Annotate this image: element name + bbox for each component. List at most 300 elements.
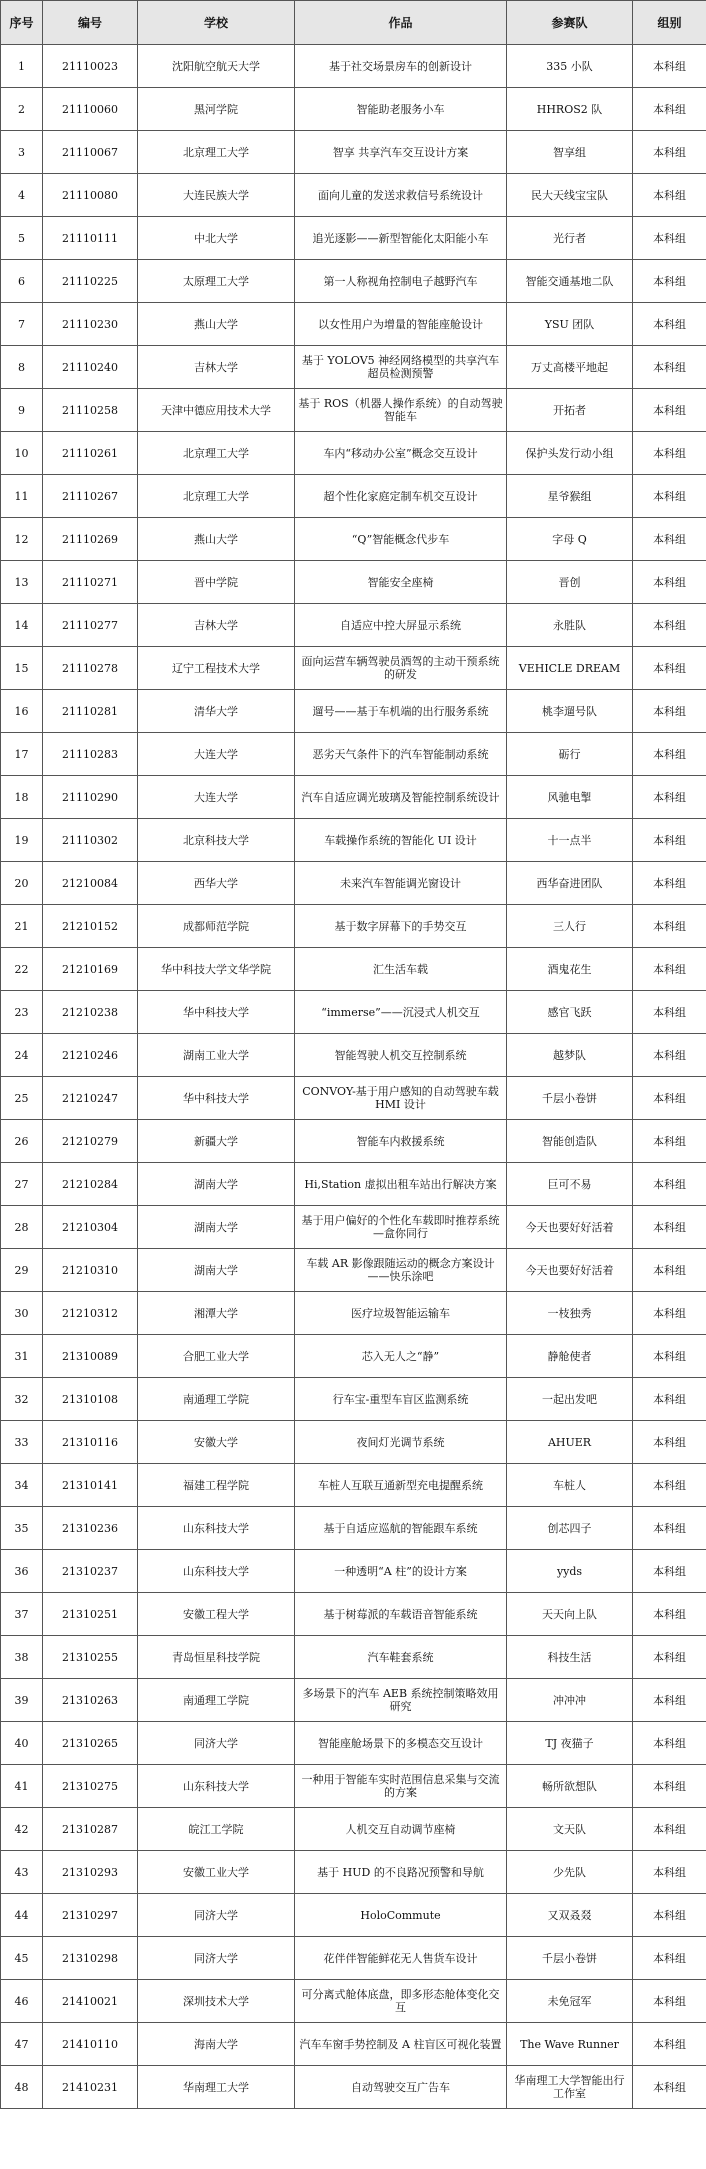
table-row (1, 862, 706, 905)
cell-team: 智能交通基地二队 (507, 260, 633, 303)
cell-work: 基于 ROS（机器人操作系统）的自动驾驶智能车 (295, 389, 507, 432)
cell-id: 21110230 (43, 303, 138, 346)
cell-index: 19 (1, 819, 43, 862)
cell-work: 智能车内救援系统 (295, 1120, 507, 1163)
cell-group: 本科组 (633, 1679, 706, 1722)
cell-index: 35 (1, 1507, 43, 1550)
cell-group: 本科组 (633, 1292, 706, 1335)
table-row (1, 432, 706, 475)
cell-work: 汽车自适应调光玻璃及智能控制系统设计 (295, 776, 507, 819)
cell-index: 46 (1, 1980, 43, 2023)
cell-work: 基于数字屏幕下的手势交互 (295, 905, 507, 948)
cell-school: 吉林大学 (138, 346, 295, 389)
cell-school: 湖南大学 (138, 1163, 295, 1206)
cell-work: 医疗垃圾智能运输车 (295, 1292, 507, 1335)
cell-group: 本科组 (633, 1421, 706, 1464)
cell-school: 华中科技大学 (138, 1077, 295, 1120)
cell-school: 安徽工程大学 (138, 1593, 295, 1636)
cell-group: 本科组 (633, 1206, 706, 1249)
cell-team: 今天也要好好活着 (507, 1249, 633, 1292)
cell-group: 本科组 (633, 1120, 706, 1163)
cell-id: 21110240 (43, 346, 138, 389)
cell-work: 基于 YOLOV5 神经网络模型的共享汽车超员检测预警 (295, 346, 507, 389)
table-row (1, 690, 706, 733)
cell-index: 25 (1, 1077, 43, 1120)
cell-work: 多场景下的汽车 AEB 系统控制策略效用研究 (295, 1679, 507, 1722)
cell-work: Hi,Station 虚拟出租车站出行解决方案 (295, 1163, 507, 1206)
cell-index: 28 (1, 1206, 43, 1249)
cell-index: 4 (1, 174, 43, 217)
cell-school: 南通理工学院 (138, 1378, 295, 1421)
cell-school: 中北大学 (138, 217, 295, 260)
cell-index: 10 (1, 432, 43, 475)
cell-id: 21210284 (43, 1163, 138, 1206)
cell-index: 39 (1, 1679, 43, 1722)
cell-group: 本科组 (633, 862, 706, 905)
table-row (1, 45, 706, 88)
cell-school: 吉林大学 (138, 604, 295, 647)
cell-index: 41 (1, 1765, 43, 1808)
cell-id: 21110278 (43, 647, 138, 690)
cell-group: 本科组 (633, 1765, 706, 1808)
cell-school: 华南理工大学 (138, 2066, 295, 2109)
cell-index: 31 (1, 1335, 43, 1378)
table-row (1, 905, 706, 948)
cell-school: 大连民族大学 (138, 174, 295, 217)
table-row (1, 346, 706, 389)
cell-school: 天津中德应用技术大学 (138, 389, 295, 432)
cell-team: 巨可不易 (507, 1163, 633, 1206)
cell-school: 合肥工业大学 (138, 1335, 295, 1378)
cell-id: 21410021 (43, 1980, 138, 2023)
cell-school: 山东科技大学 (138, 1507, 295, 1550)
cell-id: 21410231 (43, 2066, 138, 2109)
cell-index: 16 (1, 690, 43, 733)
cell-work: 花伴伴智能鲜花无人售货车设计 (295, 1937, 507, 1980)
cell-id: 21310141 (43, 1464, 138, 1507)
cell-id: 21310108 (43, 1378, 138, 1421)
cell-team: 越梦队 (507, 1034, 633, 1077)
cell-work: 追光逐影——新型智能化太阳能小车 (295, 217, 507, 260)
cell-school: 同济大学 (138, 1937, 295, 1980)
cell-work: 自动驾驶交互广告车 (295, 2066, 507, 2109)
cell-group: 本科组 (633, 991, 706, 1034)
cell-group: 本科组 (633, 88, 706, 131)
cell-group: 本科组 (633, 131, 706, 174)
cell-id: 21210084 (43, 862, 138, 905)
cell-team: 万丈高楼平地起 (507, 346, 633, 389)
cell-team: 冲冲冲 (507, 1679, 633, 1722)
cell-group: 本科组 (633, 1980, 706, 2023)
cell-team: 感官飞跃 (507, 991, 633, 1034)
cell-group: 本科组 (633, 432, 706, 475)
cell-work: 超个性化家庭定制车机交互设计 (295, 475, 507, 518)
cell-work: “Q”智能概念代步车 (295, 518, 507, 561)
cell-school: 山东科技大学 (138, 1765, 295, 1808)
table-row (1, 1679, 706, 1722)
cell-group: 本科组 (633, 604, 706, 647)
cell-index: 21 (1, 905, 43, 948)
table-row (1, 1163, 706, 1206)
cell-id: 21310293 (43, 1851, 138, 1894)
cell-school: 南通理工学院 (138, 1679, 295, 1722)
cell-school: 沈阳航空航天大学 (138, 45, 295, 88)
cell-index: 30 (1, 1292, 43, 1335)
cell-work: 未来汽车智能调光窗设计 (295, 862, 507, 905)
table-row (1, 217, 706, 260)
cell-id: 21310089 (43, 1335, 138, 1378)
table-row (1, 1765, 706, 1808)
cell-team: 少先队 (507, 1851, 633, 1894)
cell-work: 一种用于智能车实时范围信息采集与交流的方案 (295, 1765, 507, 1808)
table-row (1, 733, 706, 776)
cell-work: 芯入无人之“静” (295, 1335, 507, 1378)
table-row (1, 991, 706, 1034)
cell-group: 本科组 (633, 1249, 706, 1292)
cell-group: 本科组 (633, 1034, 706, 1077)
cell-index: 34 (1, 1464, 43, 1507)
cell-index: 17 (1, 733, 43, 776)
cell-team: TJ 夜猫子 (507, 1722, 633, 1765)
header-index: 序号 (1, 1, 43, 45)
cell-id: 21310236 (43, 1507, 138, 1550)
cell-team: AHUER (507, 1421, 633, 1464)
table-row (1, 1421, 706, 1464)
cell-work: 智能座舱场景下的多模态交互设计 (295, 1722, 507, 1765)
cell-team: 千层小卷饼 (507, 1937, 633, 1980)
cell-index: 15 (1, 647, 43, 690)
cell-id: 21310255 (43, 1636, 138, 1679)
cell-school: 黑河学院 (138, 88, 295, 131)
cell-group: 本科组 (633, 1335, 706, 1378)
cell-index: 11 (1, 475, 43, 518)
cell-index: 23 (1, 991, 43, 1034)
cell-id: 21110277 (43, 604, 138, 647)
table-row (1, 1894, 706, 1937)
table-row (1, 1851, 706, 1894)
cell-team: YSU 团队 (507, 303, 633, 346)
cell-work: 以女性用户为增量的智能座舱设计 (295, 303, 507, 346)
cell-school: 华中科技大学 (138, 991, 295, 1034)
table-row (1, 819, 706, 862)
table-row (1, 647, 706, 690)
cell-index: 7 (1, 303, 43, 346)
cell-group: 本科组 (633, 1163, 706, 1206)
cell-team: 西华奋进团队 (507, 862, 633, 905)
cell-school: 安徽工业大学 (138, 1851, 295, 1894)
cell-id: 21210169 (43, 948, 138, 991)
cell-group: 本科组 (633, 2023, 706, 2066)
table-body (1, 45, 706, 2109)
cell-work: 恶劣天气条件下的汽车智能制动系统 (295, 733, 507, 776)
cell-group: 本科组 (633, 1722, 706, 1765)
cell-work: HoloCommute (295, 1894, 507, 1937)
cell-id: 21310237 (43, 1550, 138, 1593)
cell-team: 光行者 (507, 217, 633, 260)
table-row (1, 1808, 706, 1851)
cell-team: 天天向上队 (507, 1593, 633, 1636)
table-row (1, 1937, 706, 1980)
cell-school: 同济大学 (138, 1722, 295, 1765)
cell-school: 晋中学院 (138, 561, 295, 604)
cell-work: 面向儿童的发送求救信号系统设计 (295, 174, 507, 217)
cell-team: 华南理工大学智能出行工作室 (507, 2066, 633, 2109)
cell-school: 湖南工业大学 (138, 1034, 295, 1077)
cell-school: 西华大学 (138, 862, 295, 905)
cell-group: 本科组 (633, 217, 706, 260)
cell-index: 47 (1, 2023, 43, 2066)
cell-school: 皖江工学院 (138, 1808, 295, 1851)
cell-id: 21110225 (43, 260, 138, 303)
cell-id: 21110023 (43, 45, 138, 88)
cell-id: 21210238 (43, 991, 138, 1034)
cell-team: 民大天线宝宝队 (507, 174, 633, 217)
cell-id: 21110283 (43, 733, 138, 776)
header-school: 学校 (138, 1, 295, 45)
cell-school: 燕山大学 (138, 518, 295, 561)
cell-id: 21310263 (43, 1679, 138, 1722)
cell-id: 21310275 (43, 1765, 138, 1808)
cell-work: 智享 共享汽车交互设计方案 (295, 131, 507, 174)
cell-team: 今天也要好好活着 (507, 1206, 633, 1249)
cell-group: 本科组 (633, 1507, 706, 1550)
cell-school: 湖南大学 (138, 1249, 295, 1292)
cell-team: VEHICLE DREAM (507, 647, 633, 690)
cell-index: 33 (1, 1421, 43, 1464)
cell-team: 晋创 (507, 561, 633, 604)
cell-id: 21110281 (43, 690, 138, 733)
cell-school: 北京理工大学 (138, 475, 295, 518)
table-row (1, 1980, 706, 2023)
cell-team: 335 小队 (507, 45, 633, 88)
header-team: 参赛队 (507, 1, 633, 45)
cell-school: 成都师范学院 (138, 905, 295, 948)
table-row (1, 1034, 706, 1077)
table-row (1, 1335, 706, 1378)
cell-work: 基于用户偏好的个性化车载即时推荐系统—盒你同行 (295, 1206, 507, 1249)
cell-work: 车载 AR 影像跟随运动的概念方案设计——快乐涂吧 (295, 1249, 507, 1292)
cell-group: 本科组 (633, 1851, 706, 1894)
cell-team: 星爷猴组 (507, 475, 633, 518)
table-row (1, 1292, 706, 1335)
cell-team: 桃李遛号队 (507, 690, 633, 733)
cell-id: 21110290 (43, 776, 138, 819)
cell-group: 本科组 (633, 174, 706, 217)
cell-index: 40 (1, 1722, 43, 1765)
cell-team: 十一点半 (507, 819, 633, 862)
table-row (1, 2066, 706, 2109)
cell-team: 静舱使者 (507, 1335, 633, 1378)
cell-school: 安徽大学 (138, 1421, 295, 1464)
cell-work: 智能助老服务小车 (295, 88, 507, 131)
cell-team: 文天队 (507, 1808, 633, 1851)
cell-id: 21110067 (43, 131, 138, 174)
cell-index: 22 (1, 948, 43, 991)
cell-index: 26 (1, 1120, 43, 1163)
cell-school: 青岛恒星科技学院 (138, 1636, 295, 1679)
cell-work: 基于 HUD 的不良路况预警和导航 (295, 1851, 507, 1894)
cell-work: 车桩人互联互通新型充电提醒系统 (295, 1464, 507, 1507)
cell-group: 本科组 (633, 389, 706, 432)
cell-work: 汽车车窗手势控制及 A 柱盲区可视化装置 (295, 2023, 507, 2066)
cell-group: 本科组 (633, 346, 706, 389)
cell-group: 本科组 (633, 1464, 706, 1507)
cell-work: 基于树莓派的车载语音智能系统 (295, 1593, 507, 1636)
cell-group: 本科组 (633, 1894, 706, 1937)
cell-id: 21210247 (43, 1077, 138, 1120)
cell-id: 21210152 (43, 905, 138, 948)
cell-group: 本科组 (633, 475, 706, 518)
cell-index: 13 (1, 561, 43, 604)
cell-team: 智能创造队 (507, 1120, 633, 1163)
table-row (1, 1378, 706, 1421)
table-row (1, 518, 706, 561)
cell-group: 本科组 (633, 561, 706, 604)
cell-id: 21210279 (43, 1120, 138, 1163)
cell-id: 21310251 (43, 1593, 138, 1636)
cell-school: 太原理工大学 (138, 260, 295, 303)
cell-id: 21210310 (43, 1249, 138, 1292)
cell-team: 风驰电掣 (507, 776, 633, 819)
cell-group: 本科组 (633, 1937, 706, 1980)
cell-group: 本科组 (633, 819, 706, 862)
cell-id: 21110269 (43, 518, 138, 561)
cell-work: 可分离式舱体底盘，即多形态舱体变化交互 (295, 1980, 507, 2023)
cell-school: 深圳技术大学 (138, 1980, 295, 2023)
cell-group: 本科组 (633, 303, 706, 346)
cell-index: 27 (1, 1163, 43, 1206)
cell-team: 科技生活 (507, 1636, 633, 1679)
header-group: 组别 (633, 1, 706, 45)
cell-id: 21310287 (43, 1808, 138, 1851)
cell-school: 海南大学 (138, 2023, 295, 2066)
table-row (1, 1206, 706, 1249)
cell-id: 21110060 (43, 88, 138, 131)
cell-index: 48 (1, 2066, 43, 2109)
table-row (1, 776, 706, 819)
cell-id: 21310297 (43, 1894, 138, 1937)
cell-work: 自适应中控大屏显示系统 (295, 604, 507, 647)
cell-group: 本科组 (633, 905, 706, 948)
cell-team: 创芯四子 (507, 1507, 633, 1550)
cell-team: 砺行 (507, 733, 633, 776)
table-row (1, 475, 706, 518)
cell-index: 6 (1, 260, 43, 303)
cell-id: 21310298 (43, 1937, 138, 1980)
cell-id: 21310265 (43, 1722, 138, 1765)
table-row (1, 2023, 706, 2066)
cell-index: 20 (1, 862, 43, 905)
cell-school: 北京理工大学 (138, 432, 295, 475)
cell-school: 燕山大学 (138, 303, 295, 346)
cell-team: 未免冠军 (507, 1980, 633, 2023)
cell-index: 9 (1, 389, 43, 432)
table-row (1, 1636, 706, 1679)
cell-index: 43 (1, 1851, 43, 1894)
cell-team: 开拓者 (507, 389, 633, 432)
cell-id: 21110302 (43, 819, 138, 862)
cell-team: 字母 Q (507, 518, 633, 561)
header-work: 作品 (295, 1, 507, 45)
cell-work: 一种透明“A 柱”的设计方案 (295, 1550, 507, 1593)
table-row (1, 1593, 706, 1636)
cell-team: 千层小卷饼 (507, 1077, 633, 1120)
table-row (1, 1120, 706, 1163)
cell-team: 保护头发行动小组 (507, 432, 633, 475)
cell-group: 本科组 (633, 690, 706, 733)
cell-work: 人机交互自动调节座椅 (295, 1808, 507, 1851)
cell-index: 38 (1, 1636, 43, 1679)
table-row (1, 1550, 706, 1593)
cell-index: 2 (1, 88, 43, 131)
cell-work: 第一人称视角控制电子越野汽车 (295, 260, 507, 303)
cell-team: yyds (507, 1550, 633, 1593)
cell-index: 18 (1, 776, 43, 819)
cell-group: 本科组 (633, 1378, 706, 1421)
cell-school: 北京理工大学 (138, 131, 295, 174)
cell-group: 本科组 (633, 1636, 706, 1679)
cell-work: CONVOY-基于用户感知的自动驾驶车载 HMI 设计 (295, 1077, 507, 1120)
cell-group: 本科组 (633, 260, 706, 303)
cell-id: 21110080 (43, 174, 138, 217)
cell-index: 32 (1, 1378, 43, 1421)
table-row (1, 948, 706, 991)
cell-school: 福建工程学院 (138, 1464, 295, 1507)
header-id: 编号 (43, 1, 138, 45)
cell-school: 辽宁工程技术大学 (138, 647, 295, 690)
cell-work: 遛号——基于车机端的出行服务系统 (295, 690, 507, 733)
cell-work: 智能安全座椅 (295, 561, 507, 604)
cell-school: 大连大学 (138, 733, 295, 776)
cell-work: 基于自适应巡航的智能跟车系统 (295, 1507, 507, 1550)
cell-index: 14 (1, 604, 43, 647)
cell-index: 36 (1, 1550, 43, 1593)
table-row (1, 561, 706, 604)
cell-index: 24 (1, 1034, 43, 1077)
cell-team: 一枝独秀 (507, 1292, 633, 1335)
cell-school: 北京科技大学 (138, 819, 295, 862)
cell-group: 本科组 (633, 518, 706, 561)
cell-work: 智能驾驶人机交互控制系统 (295, 1034, 507, 1077)
cell-work: 汇生活车载 (295, 948, 507, 991)
cell-work: 车载操作系统的智能化 UI 设计 (295, 819, 507, 862)
cell-school: 同济大学 (138, 1894, 295, 1937)
cell-work: 汽车鞋套系统 (295, 1636, 507, 1679)
cell-team: 车桩人 (507, 1464, 633, 1507)
cell-group: 本科组 (633, 776, 706, 819)
cell-group: 本科组 (633, 1593, 706, 1636)
cell-group: 本科组 (633, 1550, 706, 1593)
cell-index: 45 (1, 1937, 43, 1980)
cell-team: 一起出发吧 (507, 1378, 633, 1421)
cell-index: 1 (1, 45, 43, 88)
cell-id: 21110271 (43, 561, 138, 604)
table-row (1, 1722, 706, 1765)
cell-id: 21110267 (43, 475, 138, 518)
cell-work: 夜间灯光调节系统 (295, 1421, 507, 1464)
cell-school: 新疆大学 (138, 1120, 295, 1163)
table-row (1, 1077, 706, 1120)
cell-team: 畅所欲想队 (507, 1765, 633, 1808)
cell-index: 29 (1, 1249, 43, 1292)
cell-team: 智享组 (507, 131, 633, 174)
cell-index: 5 (1, 217, 43, 260)
cell-work: “immerse”——沉浸式人机交互 (295, 991, 507, 1034)
cell-work: 基于社交场景房车的创新设计 (295, 45, 507, 88)
table-row (1, 303, 706, 346)
cell-school: 山东科技大学 (138, 1550, 295, 1593)
cell-team: 酒鬼花生 (507, 948, 633, 991)
